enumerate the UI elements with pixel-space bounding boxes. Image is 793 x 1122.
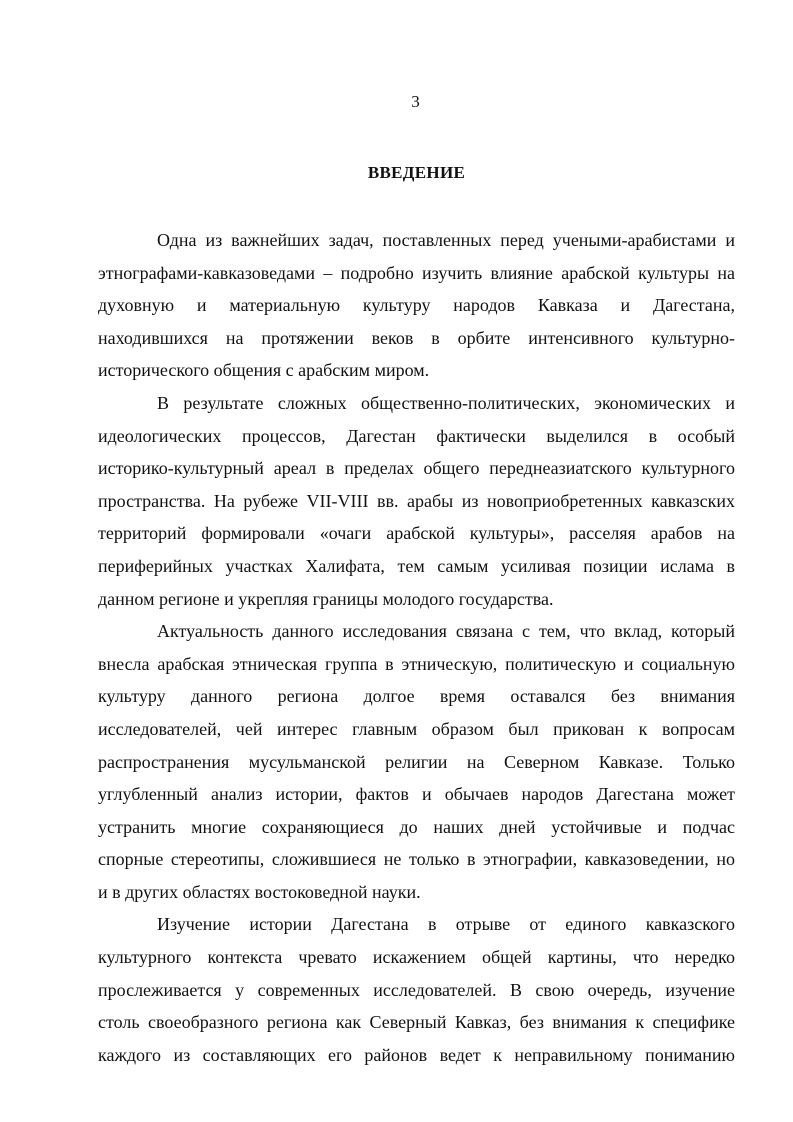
text-line: В результате сложных общественно-политических, экономических и bbox=[157, 392, 735, 413]
text-line: каждого из составляющих его районов ведет к неправильному пониманию bbox=[98, 1044, 735, 1065]
section-heading: ВВЕДЕНИЕ bbox=[367, 163, 466, 182]
paragraph bbox=[98, 908, 735, 1071]
paragraph bbox=[98, 387, 735, 615]
paragraph bbox=[98, 224, 735, 387]
text-line: распространения мусульманской религии на Северном Кавказе. Только bbox=[98, 751, 735, 772]
paragraph bbox=[98, 615, 735, 908]
text-line: идеологических процессов, Дагестан фактически выделился в особый bbox=[98, 425, 735, 446]
text-line: пространства. На рубеже VII-VIII вв. арабы из новоприобретенных кавказских bbox=[98, 490, 735, 511]
text-line: данном регионе и укрепляя границы молодого государства. bbox=[98, 588, 554, 609]
text-line: устранить многие сохраняющиеся до наших дней устойчивые и подчас bbox=[98, 816, 735, 837]
text-line: периферийных участках Халифата, тем самым усиливая позиции ислама в bbox=[98, 555, 735, 576]
text-line: духовную и материальную культуру народов Кавказа и Дагестана, bbox=[98, 295, 735, 316]
text-line: находившихся на протяжении веков в орбите интенсивного культурно- bbox=[98, 327, 735, 348]
text-line: исследователей, чей интерес главным образом был прикован к вопросам bbox=[98, 718, 735, 739]
text-line: исторического общения с арабским миром. bbox=[98, 360, 430, 381]
text-line: культурного контекста чревато искажением общей картины, что нередко bbox=[98, 947, 735, 968]
text-line: Актуальность данного исследования связана с тем, что вклад, который bbox=[157, 621, 735, 642]
text-line: историко-культурный ареал в пределах общего переднеазиатского культурного bbox=[98, 458, 735, 479]
text-line: культуру данного региона долгое время оставался без внимания bbox=[98, 686, 735, 707]
text-line: и в других областях востоковедной науки. bbox=[98, 881, 421, 902]
text-line: территорий формировали «очаги арабской культуры», расселяя арабов на bbox=[98, 523, 735, 544]
text-line: прослеживается у современных исследователей. В свою очередь, изучение bbox=[98, 979, 735, 1000]
text-line: внесла арабская этническая группа в этническую, политическую и социальную bbox=[98, 653, 735, 674]
text-line: спорные стереотипы, сложившиеся не только в этнографии, кавказоведении, но bbox=[98, 849, 735, 870]
text-line: углубленный анализ истории, фактов и обычаев народов Дагестана может bbox=[98, 784, 735, 805]
document-body bbox=[98, 224, 735, 1071]
text-line: Изучение истории Дагестана в отрыве от единого кавказского bbox=[157, 914, 735, 935]
text-line: столь своеобразного региона как Северный Кавказ, без внимания к специфике bbox=[98, 1012, 735, 1033]
text-line: этнографами-кавказоведами – подробно изучить влияние арабской культуры на bbox=[98, 262, 735, 283]
text-line: Одна из важнейших задач, поставленных перед учеными-арабистами и bbox=[157, 230, 735, 250]
page-number: 3 bbox=[411, 92, 420, 111]
